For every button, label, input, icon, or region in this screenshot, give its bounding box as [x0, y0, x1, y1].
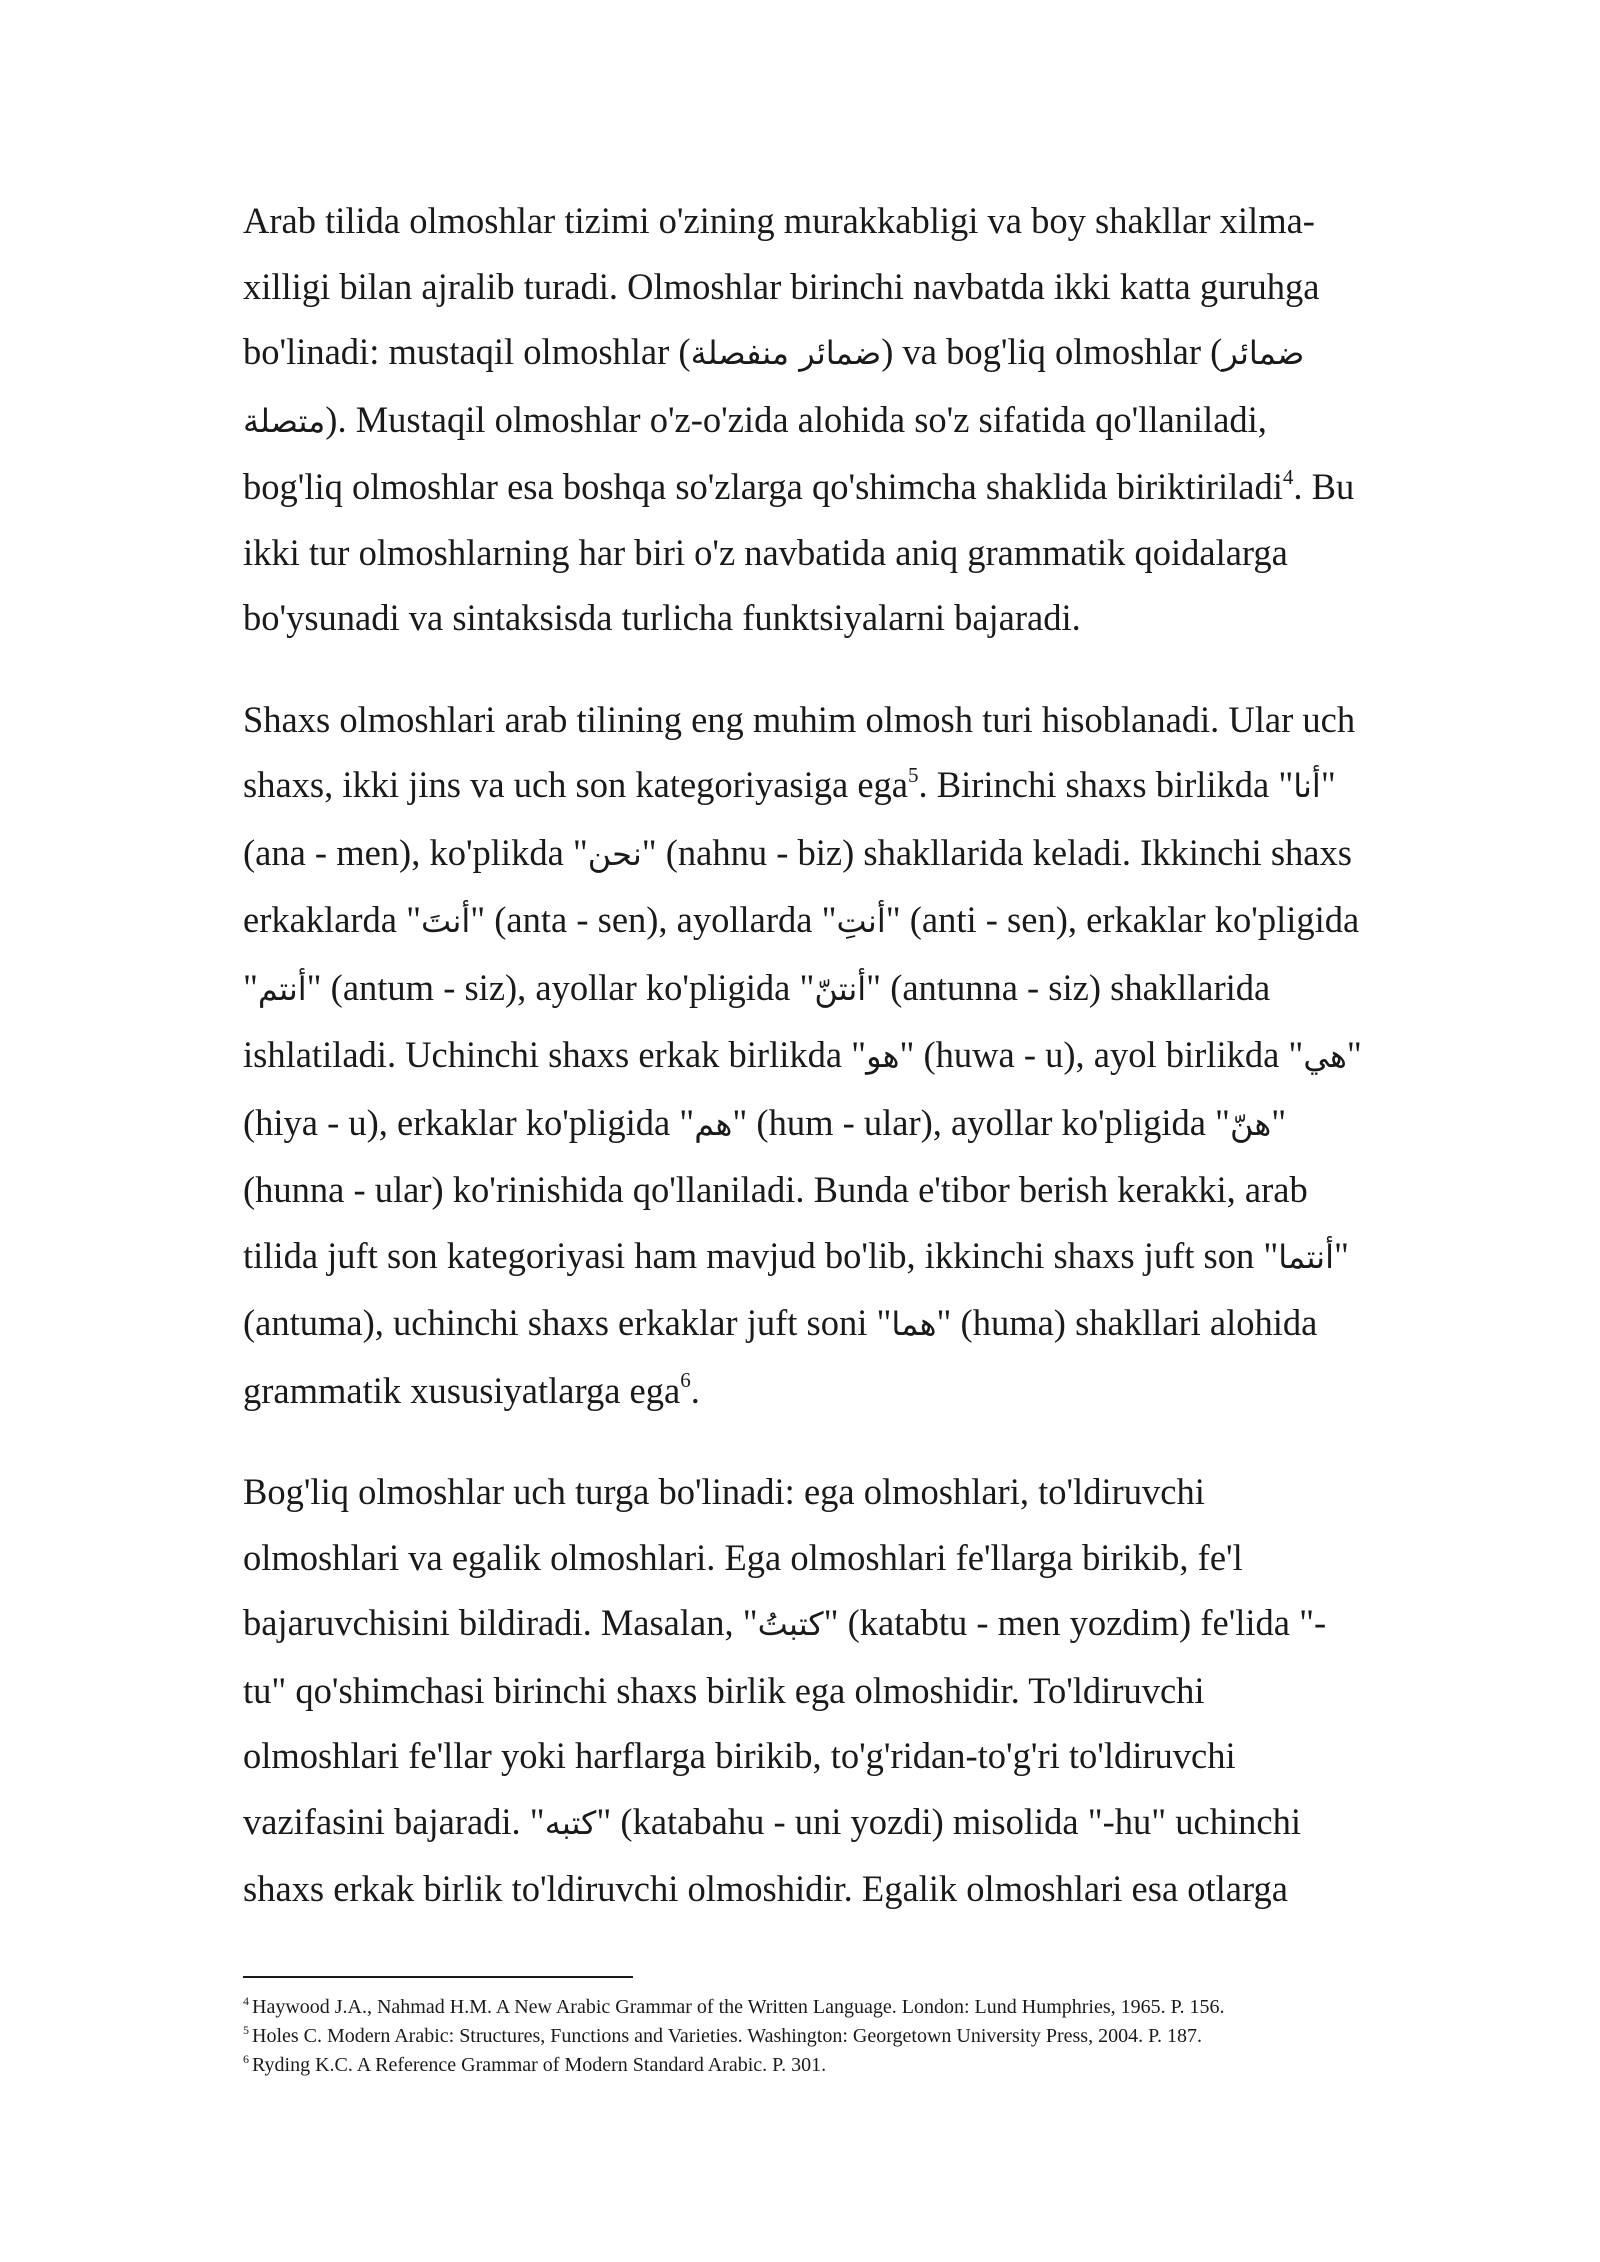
footnote-number: 5: [243, 2023, 249, 2038]
arabic-term: هي: [1303, 1037, 1347, 1075]
text-run: " (hiya - u), erkaklar ko'pligida ": [243, 1034, 1362, 1143]
footnote-ref: 6: [680, 1368, 691, 1393]
text-run: " (katabahu - uni yozdi) misolida "-hu" uchinchi shaxs erkak birlik to'ldiruvchi olmoshidir. Egalik olmoshlari esa otlarga: [243, 1800, 1301, 1909]
footnote-text: Ryding K.C. A Reference Grammar of Modern Standard Arabic. P. 301.: [252, 2054, 827, 2076]
footnote-separator: [243, 1976, 633, 1978]
text-run: Bog'liq olmoshlar uch turga bo'linadi: ega olmoshlari, to'ldiruvchi olmoshlari va egalik olmoshlari. Ega olmoshlari fe'llarga birikib, fe'l bajaruvchisini bildiradi. Masalan, ": [243, 1471, 1243, 1643]
arabic-term: هم: [694, 1104, 733, 1143]
arabic-term: ضمائر متصلة: [243, 334, 1305, 440]
text-run: " (antuma), uchinchi shaxs erkaklar juft soni ": [243, 1234, 1349, 1343]
arabic-term: ضمائر منفصلة: [690, 334, 882, 372]
arabic-term: أنتَ: [421, 902, 471, 940]
arabic-term: أنتِ: [836, 902, 886, 940]
arabic-term: نحن: [587, 834, 642, 873]
paragraph: [243, 687, 1363, 1424]
text-run: " (hunna - ular) ko'rinishida qo'llaniladi. Bunda e'tibor berish kerakki, arab tilida juft son kategoriyasi ham mavjud bo'lib, ikkinchi shaxs juft son ": [243, 1101, 1308, 1276]
text-run: . Birinchi shaxs birlikda ": [918, 764, 1294, 805]
footnote: [243, 1993, 1393, 2022]
footnote: [243, 2022, 1393, 2051]
arabic-term: هنّ: [1229, 1104, 1272, 1143]
text-run: " (nahnu - biz) shakllarida keladi. Ikkinchi shaxs erkaklarda ": [243, 831, 1352, 940]
arabic-term: كتبتُ: [757, 1605, 824, 1643]
text-run: . Bu ikki tur olmoshlarning har biri o'z navbatida aniq grammatik qoidalarga bo'ysunadi va sintaksisda turlicha funktsiyalarni bajaradi.: [243, 466, 1355, 638]
text-run: " (katabtu - men yozdim) fe'lida "-tu" qo'shimchasi birinchi shaxs birlik ega olmoshidir. To'ldiruvchi olmoshlari fe'llar yoki harflarga birikib, to'g'ridan-to'g'ri to'ldiruvchi vazifasini bajaradi. ": [243, 1602, 1327, 1842]
text-run: " (huwa - u), ayol birlikda ": [899, 1034, 1304, 1075]
footnote-number: 4: [243, 1994, 249, 2009]
page-body: [243, 188, 1363, 1922]
text-run: " (anti - sen), erkaklar ko'pligida ": [243, 899, 1360, 1008]
footnote-ref: 5: [907, 762, 919, 787]
text-run: ) va bog'liq olmoshlar (: [881, 331, 1223, 372]
text-run: " (hum - ular), ayollar ko'pligida ": [732, 1101, 1230, 1143]
paragraph: [243, 1459, 1363, 1922]
footnote-number: 6: [243, 2052, 249, 2067]
text-run: " (antunna - siz) shakllarida ishlatiladi. Uchinchi shaxs erkak birlikda ": [243, 966, 1271, 1075]
paragraph: [243, 188, 1363, 651]
text-run: " (anta - sen), ayollarda ": [470, 899, 837, 940]
text-run: Shaxs olmoshlari arab tilining eng muhim olmosh turi hisoblanadi. Ular uch shaxs, ikki jins va uch son kategoriyasiga ega: [243, 698, 1356, 805]
arabic-term: هما: [891, 1305, 937, 1343]
text-run: " (huma) shakllari alohida grammatik xususiyatlarga ega: [243, 1302, 1318, 1411]
footnote-ref: 4: [1282, 464, 1294, 489]
text-run: " (ana - men), ko'plikda ": [243, 764, 1336, 873]
arabic-term: أنا: [1293, 767, 1321, 805]
text-run: ). Mustaqil olmoshlar o'z-o'zida alohida so'z sifatida qo'llaniladi, bog'liq olmoshlar esa boshqa so'zlarga qo'shimcha shaklida biriktiriladi: [243, 398, 1283, 507]
text-run: " (antum - siz), ayollar ko'pligida ": [306, 966, 815, 1008]
footnote: [243, 2051, 1393, 2080]
text-run: .: [690, 1369, 700, 1411]
arabic-term: أنتنّ: [814, 969, 867, 1008]
text-run: Arab tilida olmoshlar tizimi o'zining murakkabligi va boy shakllar xilma-xilligi bilan ajralib turadi. Olmoshlar birinchi navbatda ikki katta guruhga bo'linadi: mustaqil olmoshlar (: [243, 200, 1320, 372]
arabic-term: هو: [866, 1037, 900, 1075]
arabic-term: أنتم: [257, 969, 307, 1008]
footnotes: [243, 1993, 1393, 2080]
footnote-text: Haywood J.A., Nahmad H.M. A New Arabic Grammar of the Written Language. London: Lund Humphries, 1965. P. 156.: [252, 1996, 1225, 2018]
footnote-text: Holes C. Modern Arabic: Structures, Functions and Varieties. Washington: Georgetown University Press, 2004. P. 187.: [252, 2025, 1202, 2047]
arabic-term: أنتما: [1278, 1237, 1334, 1276]
arabic-term: كتبه: [544, 1803, 597, 1842]
